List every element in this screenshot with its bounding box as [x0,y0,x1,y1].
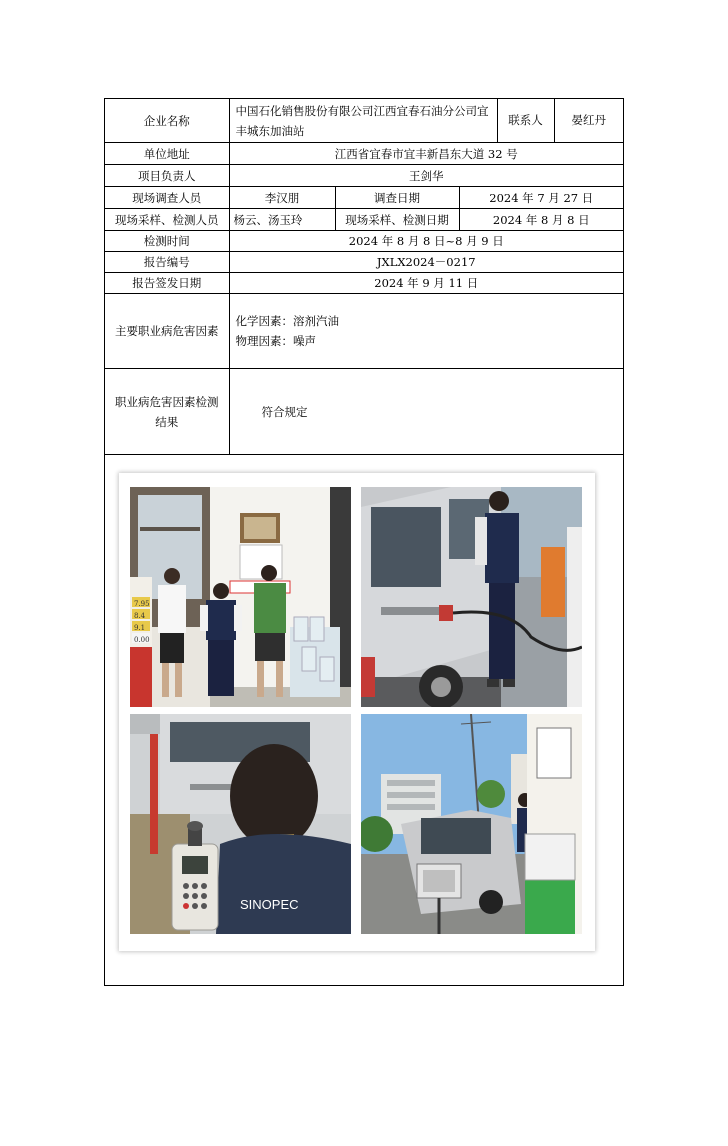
photo-refueling-image [361,487,582,707]
report-no-value: JXLX2024－0217 [229,252,623,273]
photo-noise-measurement [130,714,351,934]
test-time-value: 2024 年 8 月 8 日~8 月 9 日 [229,231,623,252]
photo-noise-measurement-image [130,714,351,934]
hazard-value [229,294,623,369]
sampling-staff-value: 杨云、汤玉玲 [229,209,335,231]
photo-forecourt [361,714,582,934]
info-table [105,99,623,455]
photo-forecourt-image [361,714,582,934]
photo-refueling [361,487,582,707]
shirt-text: SINOPEC [240,897,299,912]
price-2: 8.4 [134,612,146,620]
address-label: 单位地址 [105,143,229,165]
photo-staff-group [130,487,351,707]
photo-staff-group-image [130,487,351,707]
company-name: 中国石化销售股份有限公司江西宜春石油分公司宜丰城东加油站 [229,99,497,143]
address-value: 江西省宜春市宜丰新昌东大道 32 号 [229,143,623,165]
hazard-chemical: 化学因素：溶剂汽油 [235,314,339,328]
survey-date-value: 2024 年 7 月 27 日 [459,187,623,209]
contact-cell [497,99,623,143]
sampling-staff-label: 现场采样、检测人员 [105,209,229,231]
contact-name: 晏红丹 [571,113,606,127]
company-label: 企业名称 [105,99,229,143]
price-4: 0.00 [134,636,150,644]
issue-date-label: 报告签发日期 [105,273,229,294]
survey-staff-label: 现场调查人员 [105,187,229,209]
result-value: 符合规定 [229,369,623,455]
project-lead-value: 王剑华 [229,165,623,187]
result-label: 职业病危害因素检测结果 [105,369,229,455]
sampling-date-label: 现场采样、检测日期 [335,209,459,231]
price-1: 7.95 [134,600,150,608]
price-3: 9.1 [134,624,146,632]
sampling-date-value: 2024 年 8 月 8 日 [459,209,623,231]
report-no-label: 报告编号 [105,252,229,273]
issue-date-value: 2024 年 9 月 11 日 [229,273,623,294]
contact-label: 联系人 [498,99,555,142]
project-lead-label: 项目负责人 [105,165,229,187]
test-time-label: 检测时间 [105,231,229,252]
hazard-label: 主要职业病危害因素 [105,294,229,369]
survey-staff-value: 李汉朋 [229,187,335,209]
hazard-physical: 物理因素：噪声 [235,334,316,348]
report-sheet [104,98,624,986]
photo-panel [119,473,595,951]
survey-date-label: 调查日期 [335,187,459,209]
